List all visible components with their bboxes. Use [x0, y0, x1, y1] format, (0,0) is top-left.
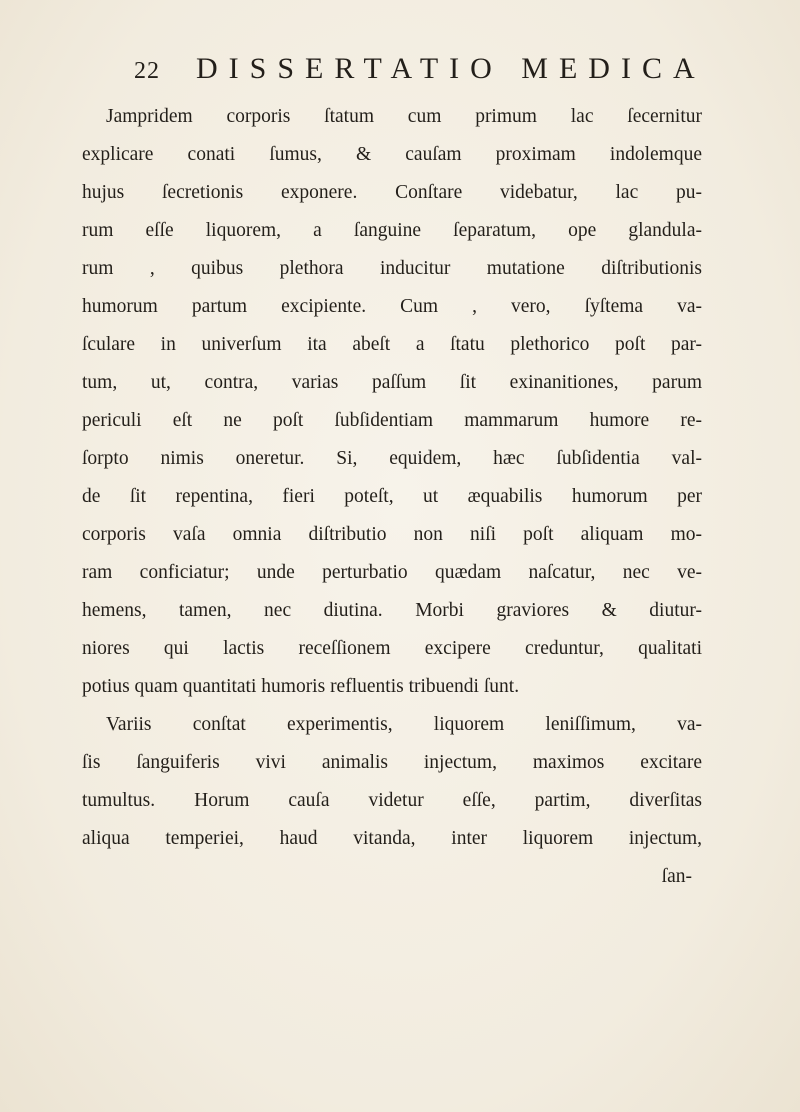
text-line: Variis conſtat experimentis, liquorem leniſſimum, va-	[106, 714, 702, 735]
text-line: hujus ſecretionis exponere. Conſtare videbatur, lac pu-	[82, 182, 702, 203]
text-line: niores qui lactis receſſionem excipere creduntur, qualitati	[82, 638, 702, 659]
body-text	[82, 98, 702, 896]
paragraph-1	[82, 98, 702, 706]
running-title: DISSERTATIO MEDICA	[196, 52, 706, 85]
text-line: ſis ſanguiferis vivi animalis injectum, maximos excitare	[82, 752, 702, 773]
text-line: humorum partum excipiente. Cum , vero, ſyſtema va-	[82, 296, 702, 317]
text-line: tum, ut, contra, varias paſſum ſit exinanitiones, parum	[82, 372, 702, 393]
catchword: ſan-	[661, 866, 692, 887]
text-line: aliqua temperiei, haud vitanda, inter liquorem injectum,	[82, 828, 702, 849]
paragraph-2	[82, 706, 702, 858]
running-head	[134, 52, 706, 92]
text-line: Jampridem corporis ſtatum cum primum lac ſecernitur	[106, 106, 702, 127]
text-line: potius quam quantitati humoris refluentis tribuendi ſunt.	[82, 676, 520, 697]
text-line: ſculare in univerſum ita abeſt a ſtatu plethorico poſt par-	[82, 334, 702, 355]
text-line: explicare conati ſumus, & cauſam proximam indolemque	[82, 144, 702, 165]
text-line: ram conficiatur; unde perturbatio quædam naſcatur, nec ve-	[82, 562, 702, 583]
text-line: hemens, tamen, nec diutina. Morbi graviores & diutur-	[82, 600, 702, 621]
text-line: rum , quibus plethora inducitur mutatione diſtributionis	[82, 258, 702, 279]
text-line: tumultus. Horum cauſa videtur eſſe, partim, diverſitas	[82, 790, 702, 811]
text-line: corporis vaſa omnia diſtributio non niſi poſt aliquam mo-	[82, 524, 702, 545]
page-number: 22	[134, 58, 160, 84]
text-line: ſorpto nimis oneretur. Si, equidem, hæc ſubſidentia val-	[82, 448, 702, 469]
text-line: de ſit repentina, fieri poteſt, ut æquabilis humorum per	[82, 486, 702, 507]
text-line: rum eſſe liquorem, a ſanguine ſeparatum, ope glandula-	[82, 220, 702, 241]
text-line: periculi eſt ne poſt ſubſidentiam mammarum humore re-	[82, 410, 702, 431]
